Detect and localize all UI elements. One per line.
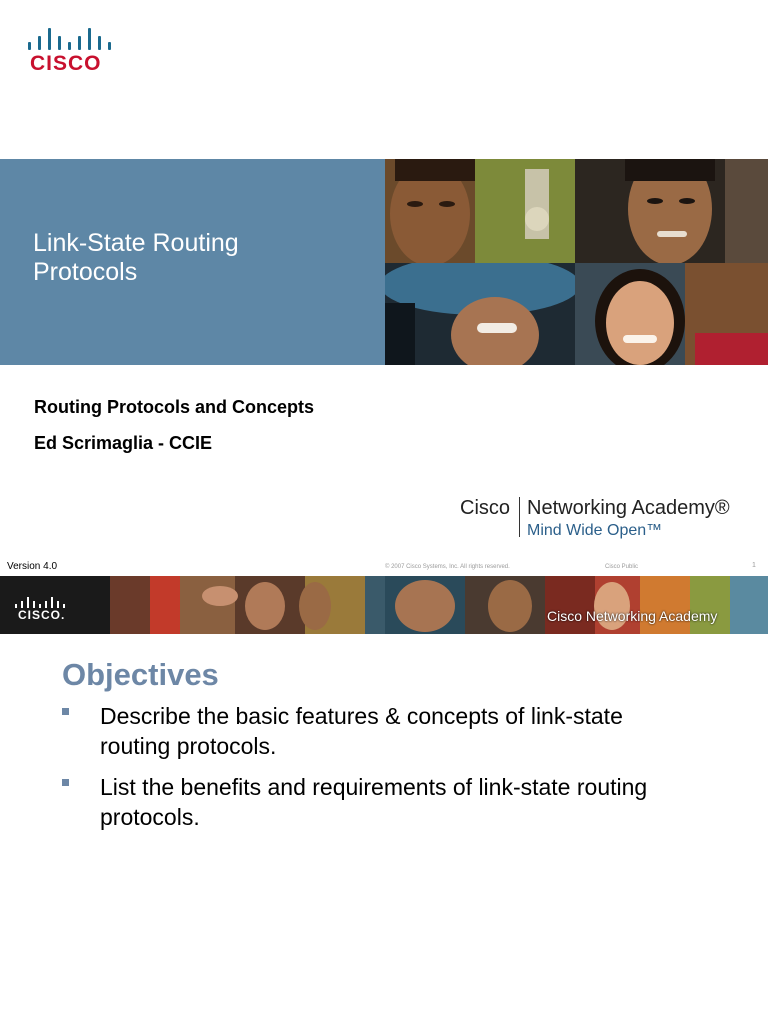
photo-person-hood bbox=[385, 263, 575, 365]
banner-photo-strip bbox=[0, 576, 768, 634]
logo-bar bbox=[38, 36, 41, 50]
cisco-bridge-icon bbox=[24, 22, 116, 50]
bullet-square-icon bbox=[62, 779, 69, 786]
banner-logo-bar bbox=[21, 601, 23, 608]
copyright-text: © 2007 Cisco Systems, Inc. All rights reserved. bbox=[385, 564, 510, 570]
logo-bar bbox=[108, 42, 111, 50]
academy-name: Networking Academy® bbox=[527, 497, 730, 519]
author-name: Ed Scrimaglia - CCIE bbox=[34, 433, 213, 453]
logo-bar bbox=[48, 28, 51, 50]
logo-bar bbox=[58, 36, 61, 50]
logo-bar bbox=[28, 42, 31, 50]
banner-cisco-logo bbox=[12, 592, 72, 622]
photo-man-portrait bbox=[385, 159, 575, 263]
cisco-logo-word: CISCO bbox=[30, 52, 102, 75]
banner-logo-bar bbox=[51, 597, 53, 608]
objective-text: List the benefits and requirements of link-state routing protocols. bbox=[100, 774, 648, 830]
classification-text: Cisco Public bbox=[605, 564, 639, 570]
objective-text: Describe the basic features & concepts of link-state routing protocols. bbox=[100, 703, 623, 759]
logo-bar bbox=[88, 28, 91, 50]
course-title: Routing Protocols and Concepts bbox=[34, 397, 315, 417]
banner-academy-name: Cisco Networking Academy bbox=[547, 608, 718, 624]
title-band bbox=[0, 159, 385, 365]
version-label: Version 4.0 bbox=[7, 561, 58, 572]
banner-logo-bar bbox=[57, 601, 59, 608]
cisco-logo bbox=[24, 22, 116, 74]
logo-bar bbox=[78, 36, 81, 50]
banner-cisco-word: CISCO. bbox=[18, 608, 66, 622]
banner-logo-bar bbox=[33, 601, 35, 608]
banner-logo-bar bbox=[15, 604, 17, 608]
photo-woman-smiling bbox=[575, 263, 768, 365]
photo-collage bbox=[385, 159, 768, 365]
networking-academy-logo bbox=[460, 495, 760, 543]
logo-bar bbox=[68, 42, 71, 50]
photo-man-smiling bbox=[575, 159, 768, 263]
banner-bridge-icon bbox=[12, 592, 72, 608]
slide2-banner bbox=[0, 576, 768, 634]
objectives-heading: Objectives bbox=[62, 657, 219, 692]
logo-bar bbox=[98, 36, 101, 50]
academy-tagline: Mind Wide Open™ bbox=[527, 522, 663, 539]
slide-title bbox=[33, 229, 353, 287]
academy-cisco-word: Cisco bbox=[460, 497, 511, 519]
banner-logo-bar bbox=[45, 601, 47, 608]
slide-title-line1: Link-State Routing bbox=[33, 229, 239, 257]
academy-divider bbox=[519, 497, 520, 537]
bullet-square-icon bbox=[62, 708, 69, 715]
page-number: 1 bbox=[752, 562, 756, 569]
slide-title-line2: Protocols bbox=[33, 258, 138, 286]
banner-logo-bar bbox=[27, 597, 29, 608]
